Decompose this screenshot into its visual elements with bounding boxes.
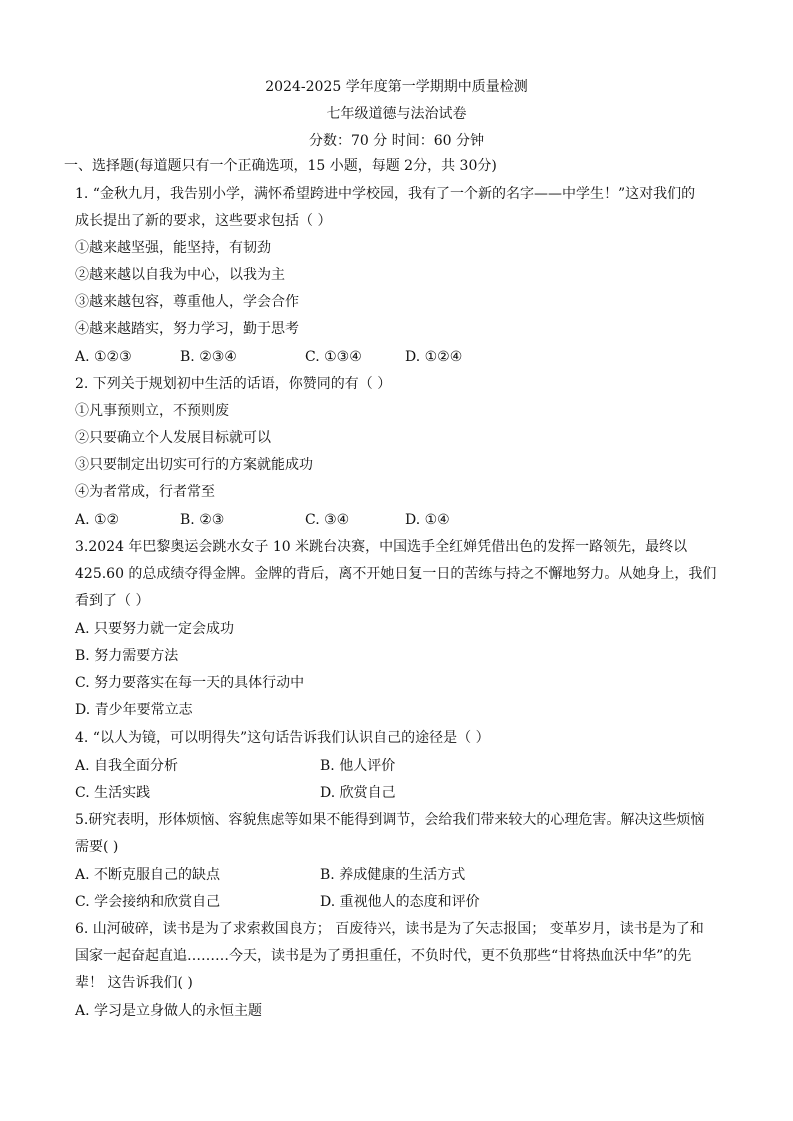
section-heading: 一、选择题(每道题只有一个正确选项，15 小题，每题 2分，共 30分) — [64, 158, 497, 174]
q2-item: ①凡事预则立，不预则废 — [75, 403, 229, 419]
q5-option-d: D. 重视他人的态度和评价 — [320, 894, 480, 910]
q1-option-c: C. ①③④ — [305, 349, 362, 365]
q4-option-d: D. 欣赏自己 — [320, 785, 396, 801]
q5-option-b: B. 养成健康的生活方式 — [320, 867, 466, 883]
exam-title: 2024-2025 学年度第一学期期中质量检测 — [265, 79, 528, 95]
q2-option-c: C. ③④ — [305, 512, 350, 528]
q6-stem-line3: 辈！ 这告诉我们( ) — [75, 975, 193, 991]
q3-stem-line1: 3.2024 年巴黎奥运会跳水女子 10 米跳台决赛，中国选手全红婵凭借出色的发挥一路领先，最终以 — [75, 539, 688, 555]
q4-option-a: A. 自我全面分析 — [75, 758, 179, 774]
q3-stem-line3: 看到了（ ） — [75, 593, 150, 609]
q2-option-d: D. ①④ — [405, 512, 450, 528]
q2-item: ③只要制定出切实可行的方案就能成功 — [75, 457, 313, 473]
q1-stem-line1: 1. “金秋九月，我告别小学，满怀希望跨进中学校园，我有了一个新的名字——中学生！”这对我们的 — [75, 186, 696, 202]
q3-option-a: A. 只要努力就一定会成功 — [75, 621, 235, 637]
q3-stem-line2: 425.60 的总成绩夺得金牌。金牌的背后，离不开她日复一日的苦练与持之不懈地努力。从她身上，我们 — [75, 566, 717, 582]
q6-stem-line2: 国家一起奋起直追………今天，读书是为了勇担重任，不负时代，更不负那些“甘将热血沃中华”的先 — [75, 948, 692, 964]
q5-option-a: A. 不断克服自己的缺点 — [75, 867, 221, 883]
q3-option-d: D. 青少年要常立志 — [75, 702, 193, 718]
q5-stem-line1: 5.研究表明，形体烦恼、容貌焦虑等如果不能得到调节，会给我们带来较大的心理危害。解决这些烦恼 — [75, 812, 705, 828]
q1-option-b: B. ②③④ — [180, 349, 237, 365]
q6-option-a: A. 学习是立身做人的永恒主题 — [75, 1003, 263, 1019]
q1-option-d: D. ①②④ — [405, 349, 463, 365]
q3-option-b: B. 努力需要方法 — [75, 648, 179, 664]
score-time: 分数：70 分 时间：60 分钟 — [309, 133, 484, 149]
q5-stem-line2: 需要( ) — [75, 839, 119, 855]
exam-subtitle: 七年级道德与法治试卷 — [326, 106, 467, 122]
q2-item: ②只要确立个人发展目标就可以 — [75, 430, 271, 446]
q2-option-a: A. ①② — [75, 512, 120, 528]
q1-item: ④越来越踏实，努力学习，勤于思考 — [75, 321, 299, 337]
q2-option-b: B. ②③ — [180, 512, 225, 528]
q4-stem: 4. “以人为镜，可以明得失”这句话告诉我们认识自己的途径是（ ） — [75, 730, 490, 746]
q6-stem-line1: 6. 山河破碎，读书是为了求索救国良方； 百废待兴，读书是为了矢志报国； 变革岁月，读书是为了和 — [75, 921, 704, 937]
q5-option-c: C. 学会接纳和欣赏自己 — [75, 894, 221, 910]
q2-stem: 2. 下列关于规划初中生活的话语，你赞同的有（ ） — [75, 376, 392, 392]
q1-item: ②越来越以自我为中心，以我为主 — [75, 267, 285, 283]
q2-item: ④为者常成，行者常至 — [75, 484, 215, 500]
q1-item: ③越来越包容，尊重他人，学会合作 — [75, 294, 299, 310]
q3-option-c: C. 努力要落实在每一天的具体行动中 — [75, 675, 305, 691]
q1-item: ①越来越坚强，能坚持，有韧劲 — [75, 240, 271, 256]
q4-option-c: C. 生活实践 — [75, 785, 151, 801]
q4-option-b: B. 他人评价 — [320, 758, 396, 774]
q1-option-a: A. ①②③ — [75, 349, 132, 365]
q1-stem-line2: 成长提出了新的要求，这些要求包括（ ） — [75, 213, 332, 229]
